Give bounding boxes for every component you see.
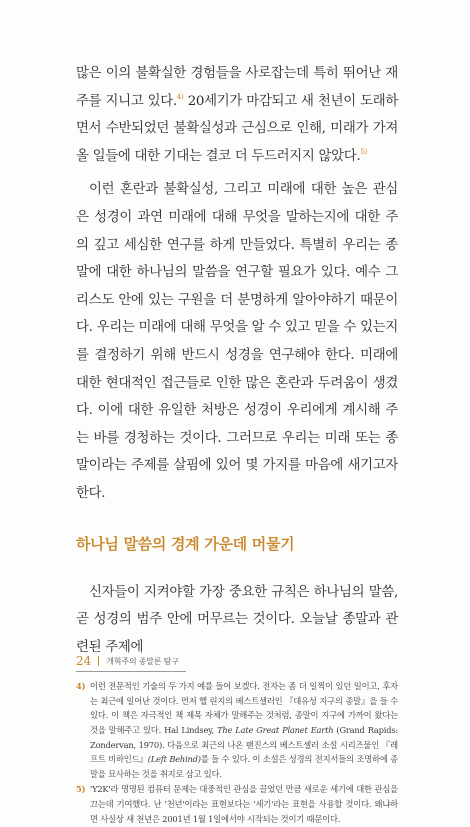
paragraph-3-text: 신자들이 지켜야할 가장 중요한 규칙은 하나님의 말씀, 곧 성경의 범주 안에 머무르는 것이다. 오늘날 종말과 관련된 주제에 [76,584,398,655]
paragraph-1-part-a: 많은 이의 불확실한 경험들을 사로잡는데 특히 뛰어난 재주를 지니고 있다. [76,66,398,109]
footnote-5 [76,782,398,826]
paragraph-1-part-b: 20세기가 마감되고 새 천년이 도래하면서 수반되었던 불확실성과 근심으로 인해, 미래가 가져올 일들에 대한 기대는 결코 더 두드러지지 않았다. [76,93,398,164]
footnote-4-number: 4) [76,681,86,692]
page-footer [76,654,179,668]
footer-separator [98,656,99,666]
footnote-ref-5[interactable]: 5) [360,147,367,156]
footnote-4-title-1: The Late Great Planet Earth [217,725,334,736]
footnote-4-text-b: (Grand Rapids: Zondervan, 1970). 다음으로 최근의 나온 팬진스의 베스트셀러 소설 시리즈물인 『레프트 비하인드』 [90,725,399,765]
paragraph-2 [76,176,398,507]
paragraph-2-text: 이런 혼란과 불확실성, 그리고 미래에 대한 높은 관심은 성경이 과연 미래에 대해 무엇을 말하는지에 대한 주의 깊고 세심한 연구를 하게 만들었다. 특별히 우리는 종말에 대한 하나님의 말씀을 연구할 필요가 있다. 예수 그리스도 안에 있는 구원을 더 분명하게 알아야하기 때문이다. 우리는 미래에 대해 무엇을 알 수 있고 믿을 수 있는지를 결정하기 위해 반드시 성경을 연구해야 한다. 미래에 대한 현대적인 접근들로 인한 많은 혼란과 두려움이 생겼다. 이에 대한 유일한 처방은 성경이 우리에게 계시해 주는 바를 경청하는 것이다. 그러므로 우리는 미래 또는 종말이라는 주제를 살핌에 있어 몇 가지를 마음에 새기고자 한다. [76,182,398,501]
footnote-4-text-c: 를 들 수 있다. 이 소설은 성경의 전지서들의 조명하에 종말을 묘사하는 것을 취지로 삼고 있다. [90,754,398,779]
footnote-4-title-2: (Left Behind) [147,754,201,765]
footnote-5-text: 'Y2K'라 명명된 컴퓨터 문제는 대중적인 관심을 끌었던 만큼 새로운 세기에 대한 관심을 끄는데 기여했다. 난 '천년'이라는 표현보다는 '세기'라는 표현을 사용할 것이다. 왜냐하면 사실상 새 천년은 2001년 1월 1일에서야 시작되는 것이기 때문이다. [90,784,398,824]
footnotes [76,679,398,826]
page-number: 24 [76,654,92,668]
footnote-divider [76,671,186,672]
paragraph-1 [76,60,398,170]
footnote-4 [76,679,398,781]
book-title: 개혁주의 종말론 탐구 [106,656,179,666]
footnote-ref-4[interactable]: 4) [176,92,184,101]
section-heading: 하나님 말씀의 경계 가운데 머물기 [76,534,295,553]
footnote-4-text-a: 이런 전문적인 기술의 두 가지 예를 들어 보겠다. 전자는 좀 더 일찍이 있던 일이고, 후자는 최근에 일어난 것이다. 먼저 헬 린지의 베스트셀러인 『대유성 지구의 종말』을 들 수 있다. 이 책은 자극적인 책 제목 자체가 말해주는 것처럼, 종말이 지구에 가까이 왔다는 것을 말해주고 있다. Hal Lindsey, [90,681,398,736]
paragraph-3 [76,579,398,662]
page-content [76,60,398,827]
footnote-5-number: 5) [76,784,86,795]
